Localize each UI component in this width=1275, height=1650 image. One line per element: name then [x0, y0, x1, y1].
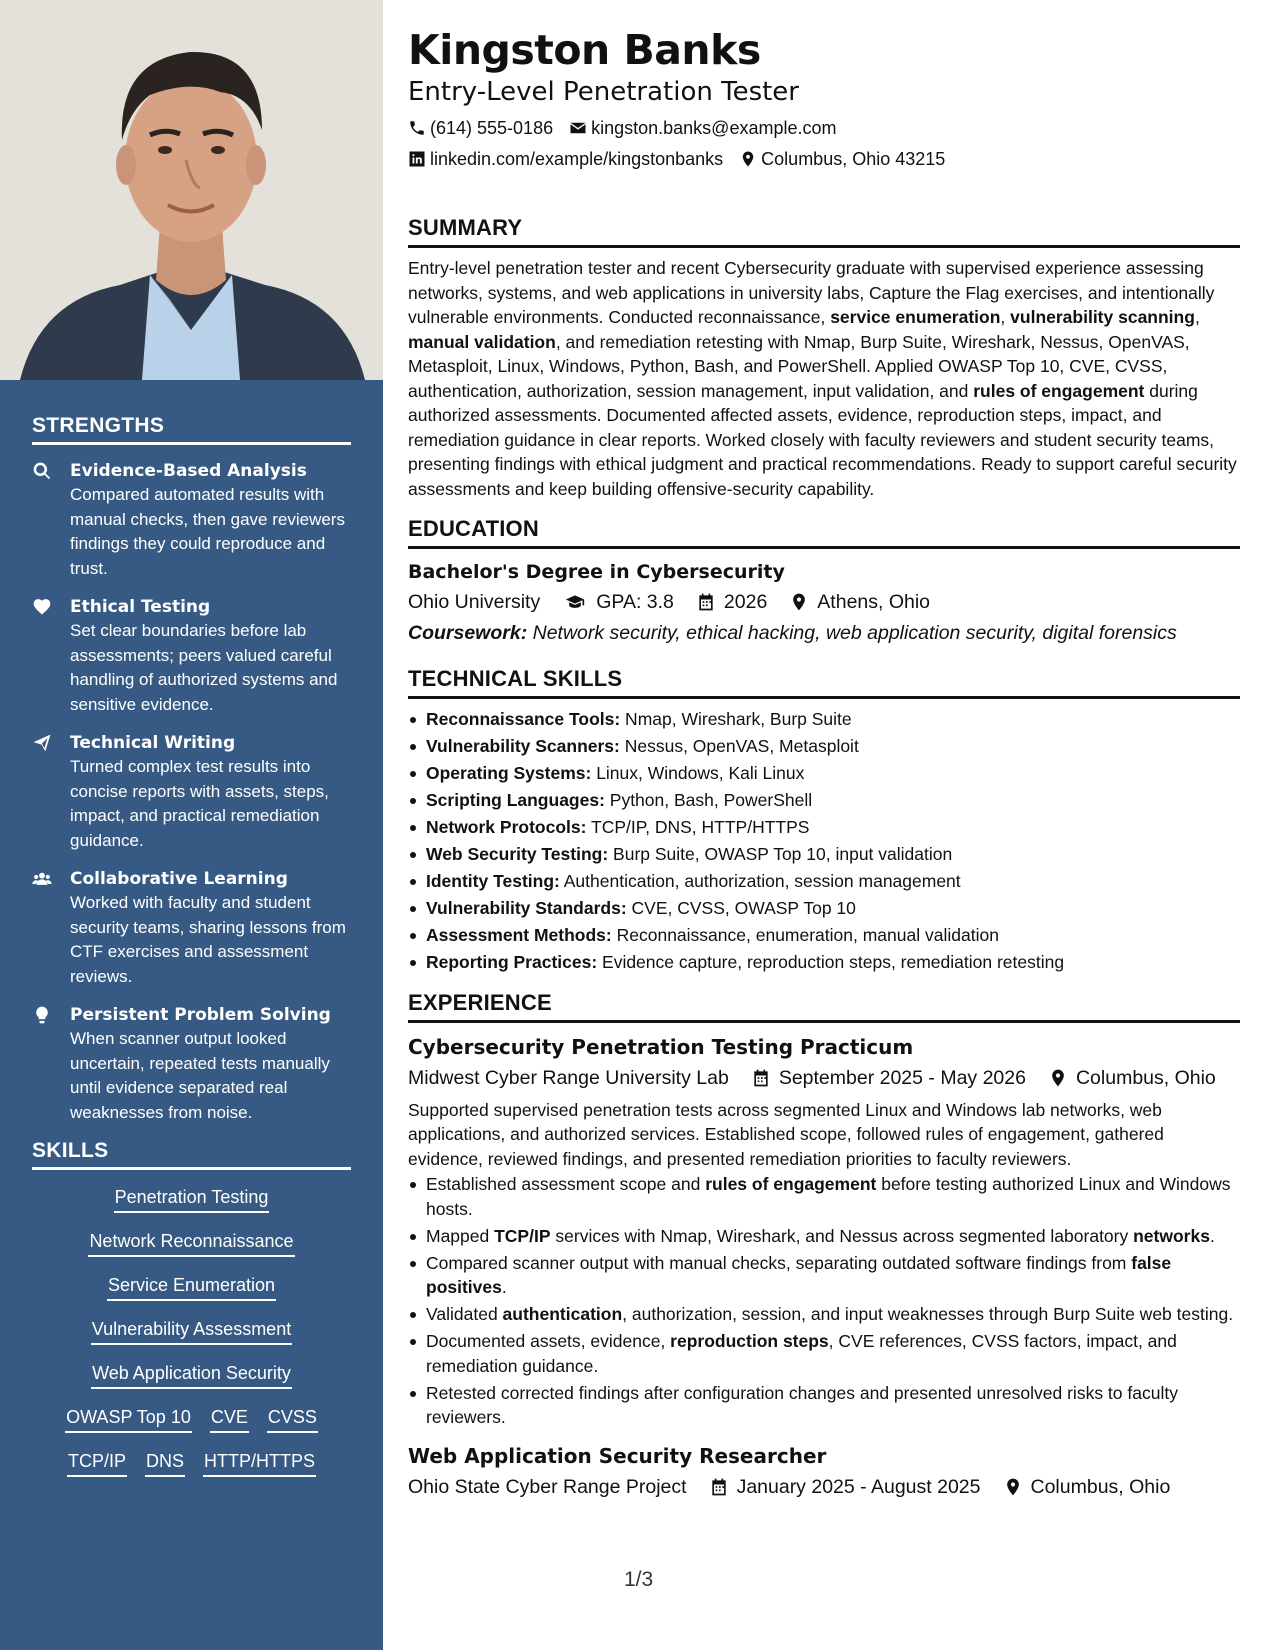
technical-skills-list [408, 707, 1240, 975]
job-description: Supported supervised penetration tests across segmented Linux and Windows lab networks, web applications, and authorized services. Established scope, followed rules of engagement, gathered evidence, reviewed findings, and presented remediation priorities to faculty reviewers. [408, 1099, 1164, 1169]
list-item: Vulnerability Scanners: Nessus, OpenVAS, Metasploit [408, 734, 1240, 759]
list-item: Established assessment scope and rules of engagement before testing authorized Linux and Windows hosts. [408, 1172, 1240, 1221]
sidebar [0, 0, 383, 1650]
graduation-cap-icon [562, 592, 588, 612]
search-icon [32, 461, 52, 481]
grad-year: 2026 [723, 591, 768, 613]
phone[interactable] [408, 115, 553, 141]
experience-heading: EXPERIENCE [408, 989, 1240, 1023]
strength-desc: Set clear boundaries before lab assessments; peers valued careful handling of authorized systems and sensitive evidence. [70, 621, 338, 714]
coursework: Coursework: Network security, ethical hacking, web application security, digital forensics [408, 622, 1177, 644]
education-meta [408, 588, 1240, 616]
main-content [408, 0, 1240, 1501]
strength-item [32, 1003, 351, 1125]
list-item: Network Protocols: TCP/IP, DNS, HTTP/HTTPS [408, 815, 1240, 840]
skill-tag: DNS [145, 1448, 185, 1477]
technical-skills-heading: TECHNICAL SKILLS [408, 665, 1240, 699]
heart-icon [32, 597, 52, 617]
candidate-name: Kingston Banks [408, 26, 761, 74]
skill-tag: HTTP/HTTPS [203, 1448, 316, 1477]
strength-title: Collaborative Learning [70, 869, 288, 889]
page-number: 1/3 [624, 1568, 654, 1591]
list-item: Operating Systems: Linux, Windows, Kali Linux [408, 761, 1240, 786]
job-meta [408, 1473, 1240, 1501]
skill-tag: Web Application Security [91, 1360, 292, 1389]
strength-item [32, 459, 351, 581]
job-meta [408, 1064, 1240, 1092]
linkedin-text: linkedin.com/example/kingstonbanks [430, 149, 724, 169]
list-item: Validated authentication, authorization, session, and input weaknesses through Burp Suite web testing. [408, 1302, 1240, 1327]
school: Ohio University [408, 591, 541, 613]
strength-item [32, 731, 351, 853]
list-item: Mapped TCP/IP services with Nmap, Wireshark, and Nessus across segmented laboratory networks. [408, 1224, 1240, 1249]
calendar-icon [709, 1477, 729, 1497]
list-item: Scripting Languages: Python, Bash, PowerShell [408, 788, 1240, 813]
users-icon [32, 869, 52, 889]
list-item: Reconnaissance Tools: Nmap, Wireshark, Burp Suite [408, 707, 1240, 732]
list-item: Compared scanner output with manual checks, separating outdated software findings from false positives. [408, 1251, 1240, 1300]
profile-photo [0, 0, 383, 380]
summary-heading: SUMMARY [408, 214, 1240, 248]
strength-title: Evidence-Based Analysis [70, 461, 307, 481]
map-pin-icon [1003, 1477, 1023, 1497]
lightbulb-icon [32, 1005, 52, 1025]
skills-heading: SKILLS [32, 1139, 351, 1170]
job-title: Cybersecurity Penetration Testing Practicum [408, 1034, 914, 1059]
candidate-role: Entry-Level Penetration Tester [408, 77, 799, 107]
strengths-heading: STRENGTHS [32, 414, 351, 445]
skill-tag: Network Reconnaissance [88, 1228, 294, 1257]
skill-tag: TCP/IP [67, 1448, 127, 1477]
job-dates: January 2025 - August 2025 [736, 1475, 981, 1498]
strength-title: Persistent Problem Solving [70, 1005, 331, 1025]
calendar-icon [696, 592, 716, 612]
calendar-icon [751, 1068, 771, 1088]
strength-title: Ethical Testing [70, 597, 211, 617]
education-heading: EDUCATION [408, 515, 1240, 549]
school-location: Athens, Ohio [817, 591, 931, 613]
job-location: Columbus, Ohio [1030, 1475, 1171, 1498]
phone-text: (614) 555-0186 [430, 118, 554, 138]
job-title: Web Application Security Researcher [408, 1443, 827, 1468]
strengths-list [32, 459, 351, 1125]
skills-list [32, 1184, 351, 1477]
list-item: Assessment Methods: Reconnaissance, enumeration, manual validation [408, 923, 1240, 948]
location-text: Columbus, Ohio 43215 [761, 149, 946, 169]
strength-item [32, 595, 351, 717]
strength-desc: Turned complex test results into concise reports with assets, steps, impact, and practical remediation guidance. [70, 757, 329, 850]
job-org: Midwest Cyber Range University Lab [408, 1066, 729, 1089]
summary-text: Entry-level penetration tester and recent Cybersecurity graduate with supervised experience assessing networks, systems, and web applications in university labs, Capture the Flag exercises, and intentionally vulnerable environments. Conducted reconnaissance, service enumeration, vulnerability scanning, manual validation, and remediation retesting with Nmap, Burp Suite, Wireshark, Nessus, OpenVAS, Metasploit, Linux, Windows, Python, Bash, and PowerShell. Applied OWASP Top 10, CVE, CVSS, authentication, authorization, session management, input validation, and rules of engagement during authorized assessments. Documented affected assets, evidence, reproduction steps, impact, and remediation guidance in clear reports. Worked closely with faculty reviewers and student security teams, presenting findings with ethical judgment and practical recommendations. Ready to support careful security assessments and keep building offensive-security capability. [408, 258, 1237, 499]
strength-desc: Compared automated results with manual checks, then gave reviewers findings they could reproduce and trust. [70, 485, 345, 578]
skill-tag: CVSS [267, 1404, 318, 1433]
envelope-icon [569, 119, 587, 137]
skill-tag: OWASP Top 10 [65, 1404, 192, 1433]
map-pin-icon [739, 150, 757, 168]
strength-title: Technical Writing [70, 733, 236, 753]
contact-row-2 [408, 146, 1240, 172]
location [739, 146, 945, 172]
gpa: GPA: 3.8 [596, 591, 674, 613]
skill-tag: CVE [210, 1404, 249, 1433]
list-item: Retested corrected findings after configuration changes and presented unresolved risks to faculty reviewers. [408, 1381, 1240, 1430]
linkedin[interactable] [408, 146, 723, 172]
list-item: Reporting Practices: Evidence capture, reproduction steps, remediation retesting [408, 950, 1240, 975]
strength-item [32, 867, 351, 989]
job-location: Columbus, Ohio [1075, 1066, 1216, 1089]
skill-tag: Penetration Testing [114, 1184, 270, 1213]
phone-icon [408, 119, 426, 137]
map-pin-icon [789, 592, 809, 612]
list-item: Vulnerability Standards: CVE, CVSS, OWASP Top 10 [408, 896, 1240, 921]
paper-plane-icon [32, 733, 52, 753]
map-pin-icon [1048, 1068, 1068, 1088]
linkedin-icon [408, 150, 426, 168]
list-item: Identity Testing: Authentication, authorization, session management [408, 869, 1240, 894]
job-bullets [408, 1172, 1240, 1430]
email[interactable] [569, 115, 836, 141]
email-text: kingston.banks@example.com [591, 118, 837, 138]
list-item: Documented assets, evidence, reproduction steps, CVE references, CVSS factors, impact, and remediation guidance. [408, 1329, 1240, 1378]
skill-tag: Vulnerability Assessment [91, 1316, 292, 1345]
skill-tag: Service Enumeration [107, 1272, 276, 1301]
contact-row [408, 115, 1240, 141]
strength-desc: When scanner output looked uncertain, repeated tests manually until evidence separated real weaknesses from noise. [70, 1029, 330, 1122]
degree: Bachelor's Degree in Cybersecurity [408, 561, 785, 583]
list-item: Web Security Testing: Burp Suite, OWASP Top 10, input validation [408, 842, 1240, 867]
job-org: Ohio State Cyber Range Project [408, 1475, 687, 1498]
job-dates: September 2025 - May 2026 [778, 1066, 1026, 1089]
strength-desc: Worked with faculty and student security teams, sharing lessons from CTF exercises and assessment reviews. [70, 893, 346, 986]
